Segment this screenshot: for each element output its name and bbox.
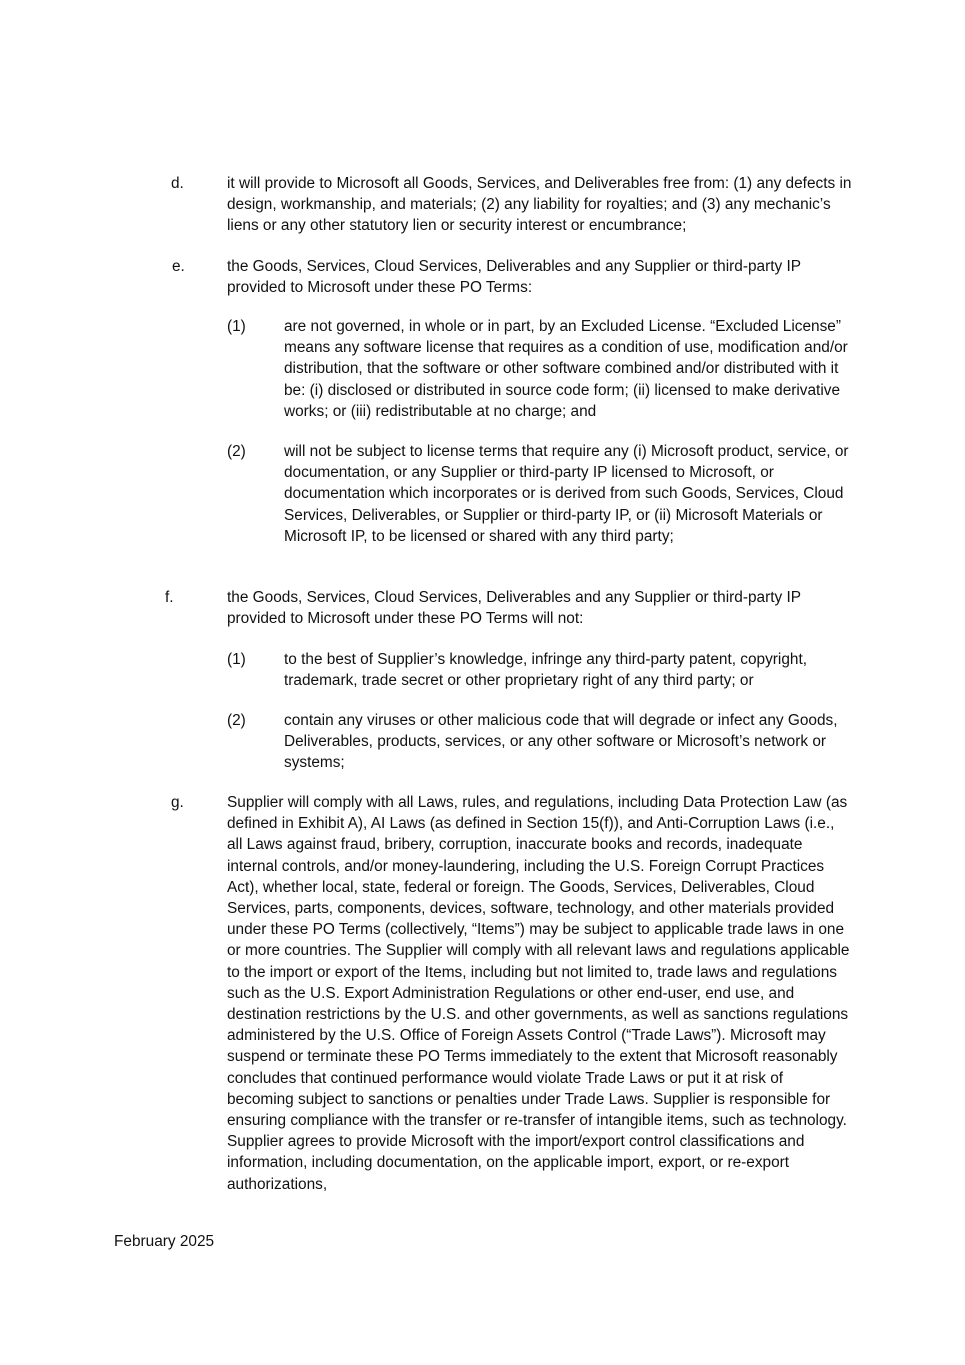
clause-f-item-2-text: contain any viruses or other malicious code that will degrade or infect any Goods, Deliverables, products, services, or any other software or Microsoft’s network or systems; — [284, 712, 838, 772]
clause-e-item-2-text: will not be subject to license terms that require any (i) Microsoft product, service, or documentation, or any Supplier or third-party IP licensed to Microsoft, or documentation which incorporates or is derived from such Goods, Services, Cloud Services, Deliverables, or Supplier or third-party IP, or (ii) Microsoft Materials or Microsoft IP, to be licensed or shared with any third party; — [284, 443, 849, 545]
footer-date: February 2025 — [114, 1233, 215, 1250]
clause-e-text: the Goods, Services, Cloud Services, Deliverables and any Supplier or third-party IP provided to Microsoft under these PO Terms: — [227, 258, 801, 297]
clause-g-marker: g. — [171, 794, 184, 811]
clause-g-text: Supplier will comply with all Laws, rules, and regulations, including Data Protection Law (as defined in Exhibit A), AI Laws (as defined in Section 15(f)), and Anti-Corruption Laws (i.e., all Laws against fraud, bribery, corruption, inaccurate books and records, inadequate internal controls, and/or money-laundering, including the U.S. Foreign Corrupt Practices Act), whether local, state, federal or foreign. The Goods, Services, Deliverables, Cloud Services, parts, components, devices, software, technology, and other materials provided under these PO Terms (collectively, “Items”) may be subject to applicable trade laws in one or more countries. The Supplier will comply with all relevant laws and regulations applicable to the import or export of the Items, including but not limited to, trade laws and regulations such as the U.S. Export Administration Regulations or other end-user, end use, and destination restrictions by the U.S. and other governments, as well as sanctions regulations administered by the U.S. Office of Foreign Assets Control (“Trade Laws”). Microsoft may suspend or terminate these PO Terms immediately to the extent that Microsoft reasonably concludes that continued performance would violate Trade Laws or put it at risk of becoming subject to sanctions or penalties under Trade Laws. Supplier is responsible for ensuring compliance with the transfer or re-transfer of intangible items, such as technology. Supplier agrees to provide Microsoft with the import/export control classifications and information, including documentation, on the applicable import, export, or re-export authorizations, — [227, 794, 850, 1193]
clause-f-marker: f. — [165, 589, 174, 606]
clause-e-item-2-marker: (2) — [227, 443, 246, 460]
clause-e-item-1-text: are not governed, in whole or in part, by an Excluded License. “Excluded License” means any software license that requires as a condition of use, modification and/or distribution, that the software or other software combined and/or distributed with it be: (i) disclosed or distributed in source code form; (ii) licensed to make derivative works; or (iii) redistributable at no charge; and — [284, 318, 848, 420]
clause-d-text: it will provide to Microsoft all Goods, Services, and Deliverables free from: (1) any defects in design, workmanship, and materials; (2) any liability for royalties; and (3) any mechanic’s liens or any other statutory lien or security interest or encumbrance; — [227, 175, 852, 235]
clause-f-text: the Goods, Services, Cloud Services, Deliverables and any Supplier or third-party IP provided to Microsoft under these PO Terms will not: — [227, 589, 801, 628]
clause-d-marker: d. — [171, 175, 184, 192]
clause-e-marker: e. — [172, 258, 185, 275]
clause-f-item-2-marker: (2) — [227, 712, 246, 729]
clause-e-item-1-marker: (1) — [227, 318, 246, 335]
clause-f-item-1-marker: (1) — [227, 651, 246, 668]
clause-f-item-1-text: to the best of Supplier’s knowledge, infringe any third-party patent, copyright, trademark, trade secret or other proprietary right of any third party; or — [284, 651, 808, 690]
